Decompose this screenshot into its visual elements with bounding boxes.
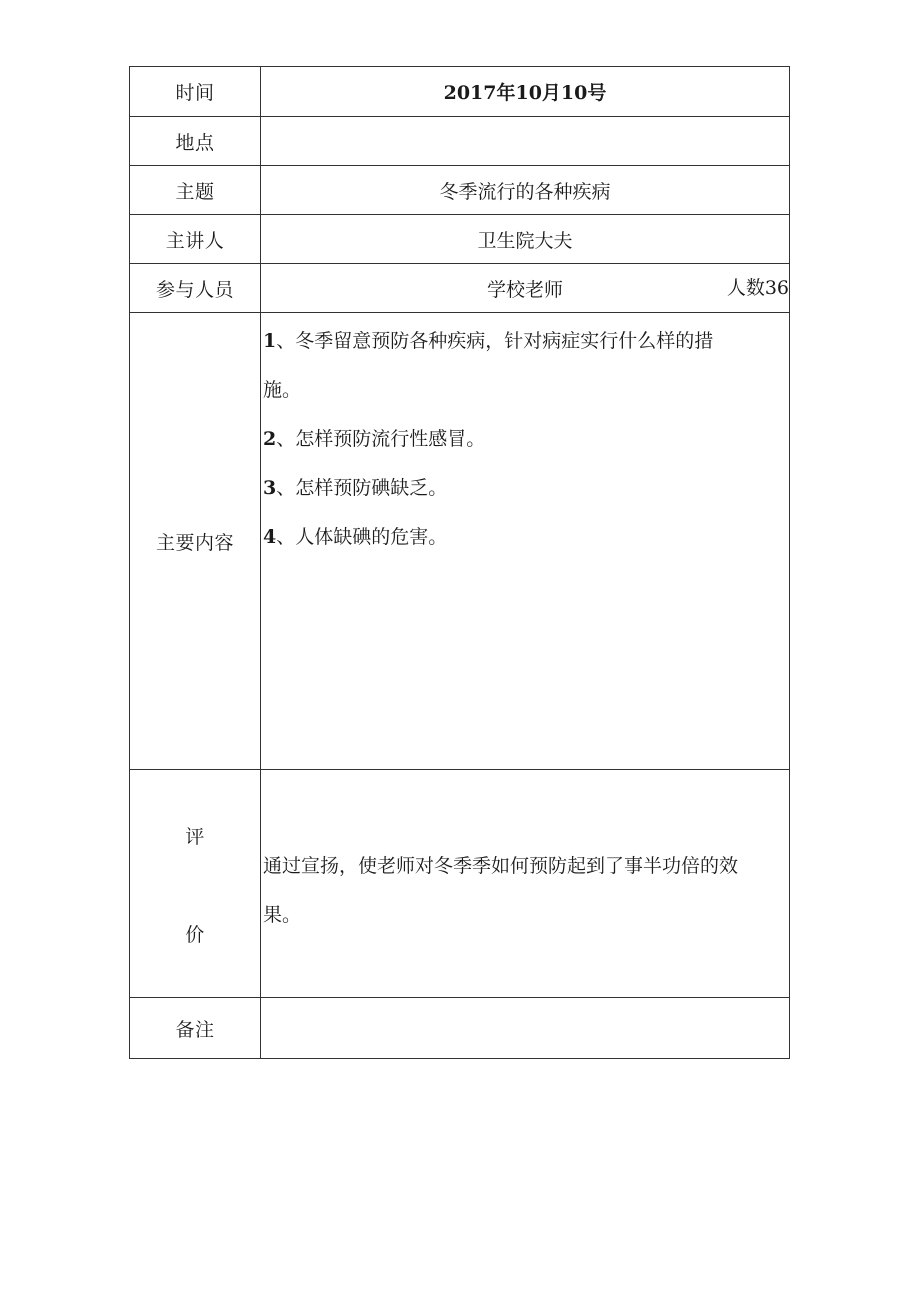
evaluation-label xyxy=(130,770,261,998)
participant-count: 人数36 xyxy=(726,277,789,299)
participants-label: 参与人员 xyxy=(130,264,261,313)
evaluation-line-1: 通过宣扬，使老师对冬季季如何预防起到了事半功倍的效 xyxy=(263,855,739,877)
content-item-number: 3 xyxy=(263,477,277,499)
content-item xyxy=(263,415,783,464)
content-item-text: 、怎样预防碘缺乏。 xyxy=(276,477,448,499)
content-item-number: 4 xyxy=(263,526,277,548)
content-item-number: 1 xyxy=(263,330,277,352)
time-value: 2017年10月10号 xyxy=(261,67,790,117)
content-item-text: 、冬季留意预防各种疾病，针对病症实行什么样的措 xyxy=(276,330,714,352)
evaluation-label-bottom: 价 xyxy=(185,924,205,946)
remarks-label: 备注 xyxy=(130,998,261,1059)
record-table xyxy=(129,66,790,1059)
content-item-text: 、人体缺碘的危害。 xyxy=(276,526,448,548)
content-item xyxy=(263,366,783,415)
row-evaluation xyxy=(130,770,790,998)
record-form xyxy=(129,66,790,1058)
row-topic xyxy=(130,166,790,215)
content-item xyxy=(263,464,783,513)
row-remarks xyxy=(130,998,790,1059)
topic-label: 主题 xyxy=(130,166,261,215)
remarks-value xyxy=(261,998,790,1059)
row-place xyxy=(130,117,790,166)
content-item-number: 2 xyxy=(263,428,277,450)
content-label: 主要内容 xyxy=(130,313,261,770)
evaluation-text xyxy=(263,842,783,940)
speaker-value: 卫生院大夫 xyxy=(261,215,790,264)
evaluation-cell xyxy=(261,770,790,998)
participants-cell xyxy=(261,264,790,313)
participants-value: 学校老师 xyxy=(486,278,563,301)
content-item xyxy=(263,317,783,366)
content-item-text: 施。 xyxy=(263,379,302,401)
row-content xyxy=(130,313,790,770)
content-cell xyxy=(261,313,790,770)
row-participants xyxy=(130,264,790,313)
speaker-label: 主讲人 xyxy=(130,215,261,264)
content-item-text: 、怎样预防流行性感冒。 xyxy=(276,428,486,450)
topic-value: 冬季流行的各种疾病 xyxy=(261,166,790,215)
evaluation-line-2: 果。 xyxy=(263,904,302,926)
time-label: 时间 xyxy=(130,67,261,117)
content-item xyxy=(263,513,783,562)
row-time xyxy=(130,67,790,117)
evaluation-label-top: 评 xyxy=(185,826,205,848)
row-speaker xyxy=(130,215,790,264)
place-value xyxy=(261,117,790,166)
place-label: 地点 xyxy=(130,117,261,166)
